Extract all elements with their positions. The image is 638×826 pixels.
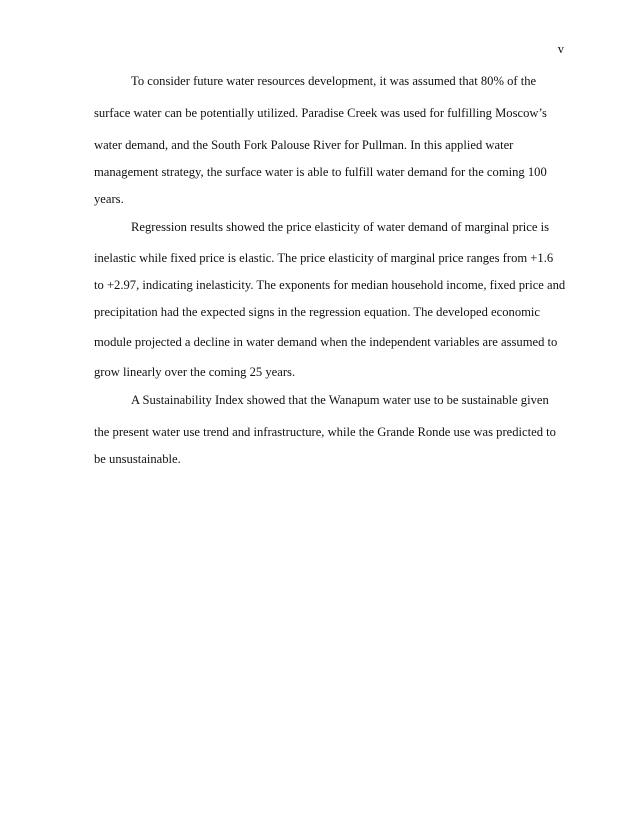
paragraph-2-line-3: to +2.97, indicating inelasticity. The exponents for median household income, fixed price and <box>94 278 566 292</box>
page-number: v <box>557 42 564 56</box>
paragraph-2-line-6: grow linearly over the coming 25 years. <box>94 365 296 379</box>
paragraph-1-line-3: water demand, and the South Fork Palouse River for Pullman. In this applied water <box>94 138 514 152</box>
paragraph-3-line-3: be unsustainable. <box>94 452 181 466</box>
paragraph-2-line-4: precipitation had the expected signs in the regression equation. The developed economic <box>94 305 541 319</box>
paragraph-2-line-2: inelastic while fixed price is elastic. The price elasticity of marginal price ranges from +1.6 <box>94 251 554 265</box>
paragraph-2-line-5: module projected a decline in water demand when the independent variables are assumed to <box>94 335 558 349</box>
paragraph-1-line-1: To consider future water resources development, it was assumed that 80% of the <box>131 74 537 88</box>
paragraph-1-line-5: years. <box>94 192 124 206</box>
paragraph-3-line-1: A Sustainability Index showed that the Wanapum water use to be sustainable given <box>131 393 549 407</box>
paragraph-3-line-2: the present water use trend and infrastructure, while the Grande Ronde use was predicted to <box>94 425 556 439</box>
paragraph-1-line-2: surface water can be potentially utilized. Paradise Creek was used for fulfilling Moscow’s <box>94 106 547 120</box>
paragraph-2-line-1: Regression results showed the price elasticity of water demand of marginal price is <box>131 220 550 234</box>
paragraph-1-line-4: management strategy, the surface water is able to fulfill water demand for the coming 100 <box>94 165 547 179</box>
